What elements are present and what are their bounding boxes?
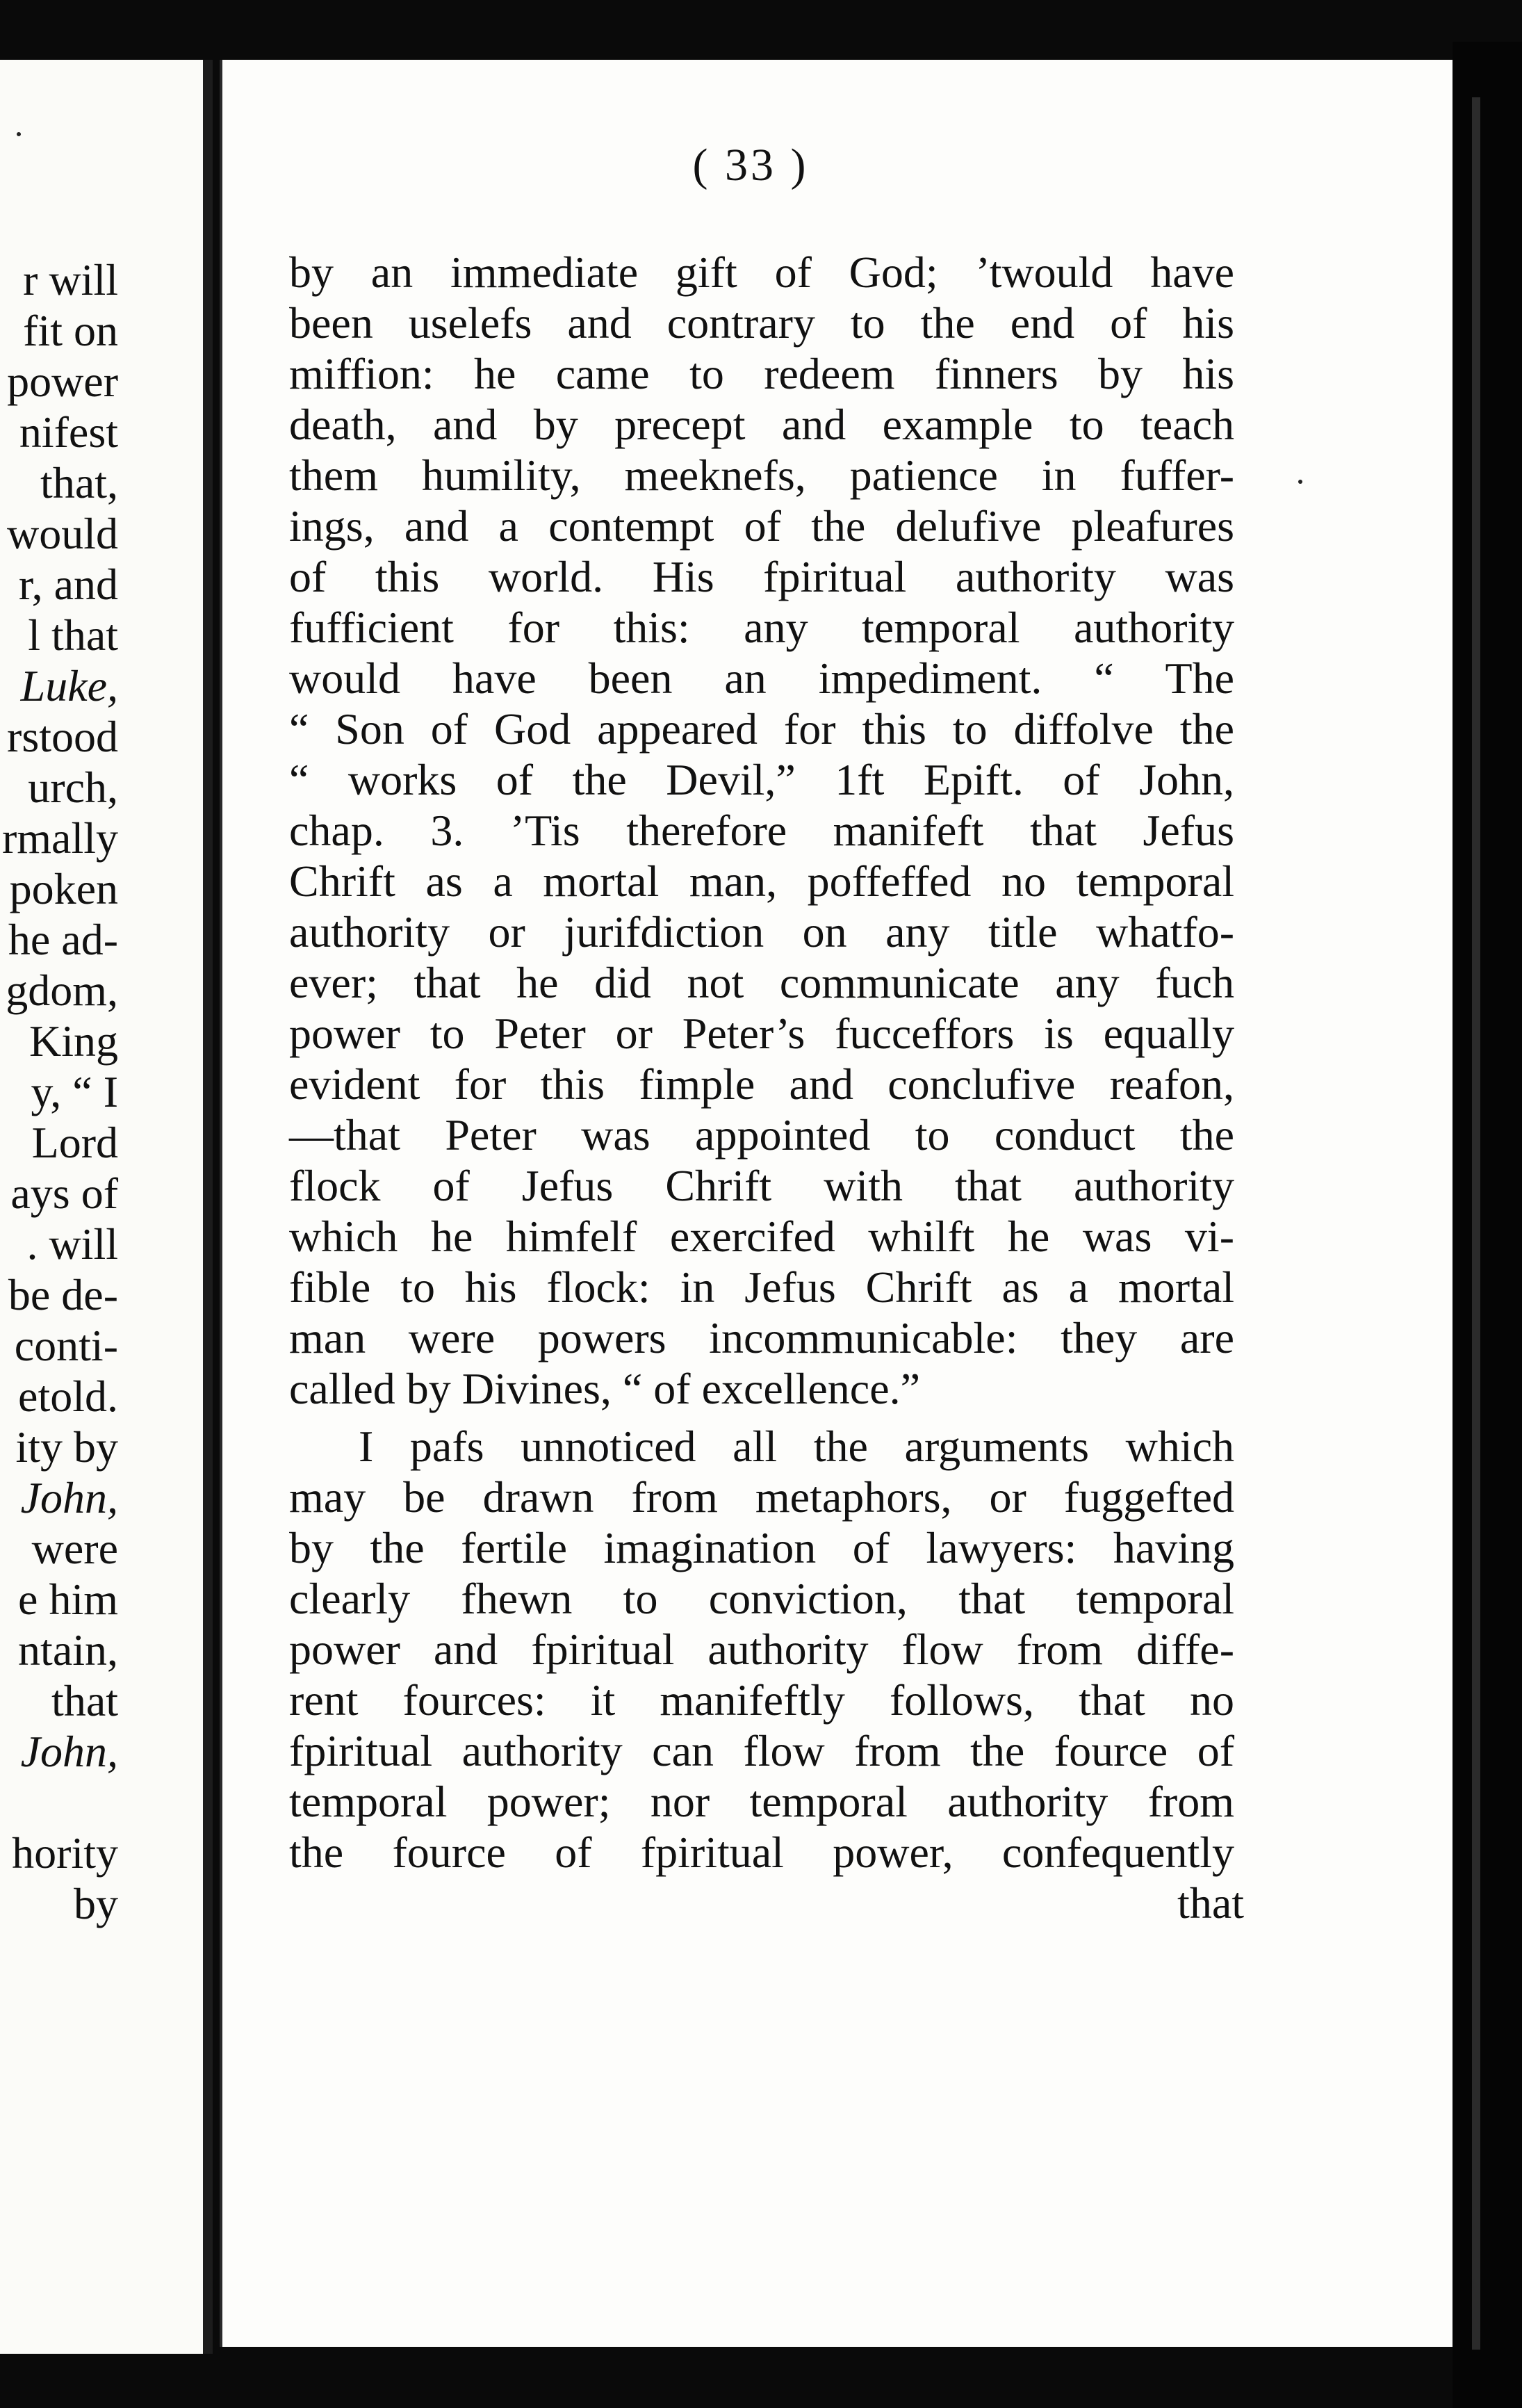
text-line: of this world. His fpiritual authority was <box>289 552 1234 601</box>
text-line: would have been an impediment. “ The <box>289 653 1234 703</box>
text-line: —that Peter was appointed to conduct the <box>289 1110 1234 1160</box>
left-line: l that <box>28 610 118 660</box>
left-line: conti- <box>14 1321 118 1370</box>
text-line: which he himfelf exercifed whilft he was vi- <box>289 1212 1234 1261</box>
left-line-italic: John, <box>20 1727 118 1776</box>
text-line: fpiritual authority can flow from the fource of <box>289 1726 1234 1775</box>
left-line: hority <box>12 1828 118 1878</box>
text-line: power and fpiritual authority flow from diffe- <box>289 1625 1234 1674</box>
ink-speck <box>1298 480 1302 484</box>
left-line: were <box>31 1524 118 1573</box>
left-line: etold. <box>18 1372 118 1421</box>
text-line: may be drawn from metaphors, or fuggefted <box>289 1472 1234 1522</box>
text-line: ever; that he did not communicate any fuch <box>289 958 1234 1007</box>
left-line <box>0 1727 118 1776</box>
text-line: fufficient for this: any temporal authority <box>289 603 1234 652</box>
left-line: that <box>51 1676 118 1725</box>
text-line: clearly fhewn to conviction, that temporal <box>289 1574 1234 1623</box>
text-line: flock of Jefus Chrift with that authority <box>289 1161 1234 1210</box>
left-line: rmally <box>1 813 118 863</box>
left-line: . will <box>26 1219 118 1269</box>
paragraph-start-line: I pafs unnoticed all the arguments which <box>359 1422 1234 1471</box>
text-line: ings, and a contempt of the delufive pleafures <box>289 501 1234 551</box>
text-line: man were powers incommunicable: they are <box>289 1313 1234 1362</box>
left-line: urch, <box>28 763 118 812</box>
text-line: temporal power; nor temporal authority from <box>289 1777 1234 1826</box>
left-line: gdom, <box>6 966 118 1015</box>
text-line: Chrift as a mortal man, poffeffed no temporal <box>289 856 1234 906</box>
left-line: r, and <box>18 560 118 609</box>
left-line: poken <box>9 864 118 913</box>
catchword: that <box>1177 1878 1244 1928</box>
left-line: King <box>29 1016 118 1066</box>
left-line: ntain, <box>18 1625 118 1675</box>
left-line: fit on <box>23 306 118 355</box>
ink-speck <box>17 132 21 136</box>
left-line: that, <box>40 458 118 507</box>
left-line: he ad- <box>8 915 118 964</box>
left-line: power <box>7 357 118 406</box>
page-edge-shadow <box>1453 42 1522 2408</box>
text-line: authority or jurifdiction on any title whatfo- <box>289 907 1234 957</box>
text-line: rent fources: it manifeftly follows, that no <box>289 1675 1234 1725</box>
text-line: death, and by precept and example to teach <box>289 400 1234 449</box>
text-line: been uselefs and contrary to the end of his <box>289 298 1234 348</box>
text-line: power to Peter or Peter’s fucceffors is equally <box>289 1009 1234 1058</box>
text-line: miffion: he came to redeem finners by his <box>289 349 1234 398</box>
text-line: by the fertile imagination of lawyers: having <box>289 1523 1234 1572</box>
facing-page-fragment <box>0 60 213 2354</box>
left-line: ays of <box>10 1169 118 1218</box>
text-line: “ works of the Devil,” 1ft Epift. of John, <box>289 755 1234 804</box>
left-line <box>0 661 118 710</box>
left-line: would <box>7 509 118 558</box>
text-line: the fource of fpiritual power, confequently <box>289 1828 1234 1877</box>
left-line: y, “ I <box>31 1067 118 1116</box>
left-line: be de- <box>8 1270 118 1319</box>
left-line <box>0 1473 118 1522</box>
left-line: by <box>74 1879 118 1928</box>
text-line: “ Son of God appeared for this to diffolve the <box>289 704 1234 754</box>
left-line: r will <box>23 255 118 304</box>
text-line: called by Divines, “ of excellence.” <box>289 1364 920 1413</box>
left-line-italic: Luke, <box>20 661 118 710</box>
text-line: them humility, meeknefs, patience in fuffer- <box>289 450 1234 500</box>
left-line: rstood <box>7 712 118 761</box>
text-line: evident for this fimple and conclufive reafon, <box>289 1059 1234 1109</box>
left-line: e him <box>18 1575 118 1624</box>
left-line-italic: John, <box>20 1473 118 1522</box>
text-line: by an immediate gift of God; ’twould have <box>289 247 1234 297</box>
text-line: chap. 3. ’Tis therefore manifeft that Jefus <box>289 806 1234 855</box>
left-line: Lord <box>31 1118 118 1167</box>
text-line: fible to his flock: in Jefus Chrift as a mortal <box>289 1262 1234 1312</box>
page-number: ( 33 ) <box>692 140 809 190</box>
left-line: nifest <box>19 407 118 457</box>
left-line: ity by <box>15 1422 118 1472</box>
page-edge-line <box>1472 97 1480 2350</box>
